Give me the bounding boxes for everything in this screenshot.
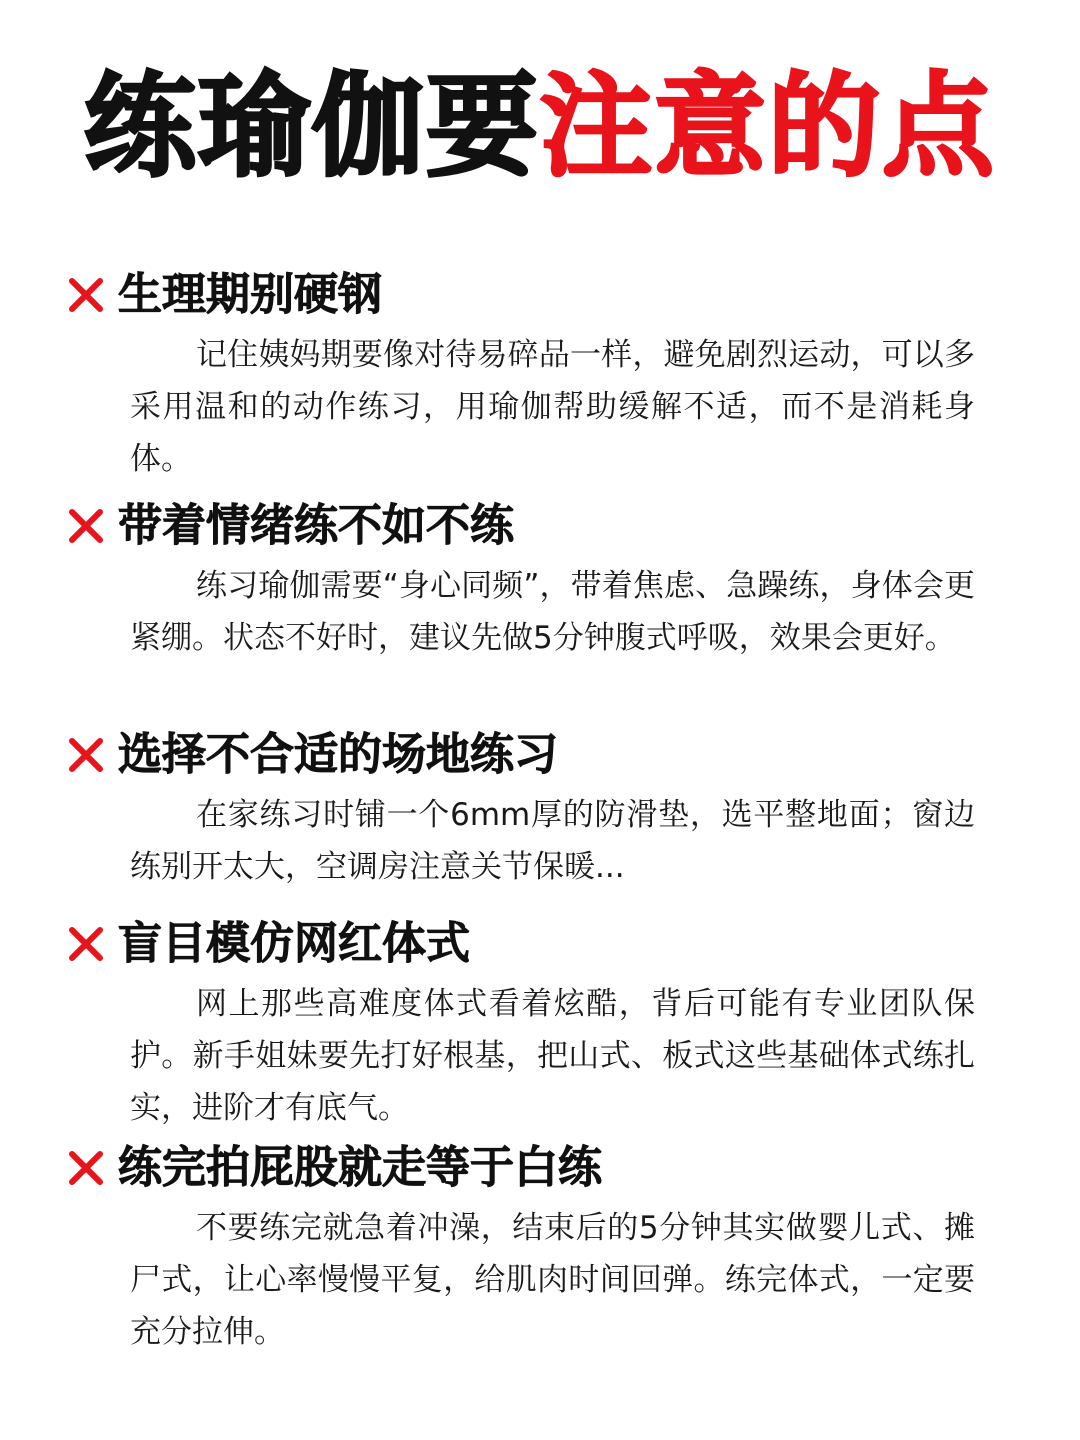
tip-heading-2 — [66, 496, 514, 556]
cross-mark-icon — [66, 924, 106, 964]
tip-body-1: 记住姨妈期要像对待易碎品一样，避免剧烈运动，可以多采用温和的动作练习，用瑜伽帮助缓解不适，而不是消耗身体。 — [130, 337, 975, 477]
tip-heading-4 — [66, 914, 470, 974]
cross-mark-icon — [66, 275, 106, 315]
cross-mark-icon — [66, 735, 106, 775]
tip-heading-text: 盲目模仿网红体式 — [118, 918, 470, 969]
title-part-black: 练瑜伽要 — [84, 62, 540, 192]
page-title — [0, 62, 1080, 192]
tip-body-5: 不要练完就急着冲澡，结束后的5分钟其实做婴儿式、摊尸式，让心率慢慢平复，给肌肉时间回弹。练完体式，一定要充分拉伸。 — [130, 1210, 975, 1350]
tip-heading-text: 练完拍屁股就走等于白练 — [118, 1142, 602, 1193]
tip-heading-1 — [66, 265, 382, 325]
tip-body-3: 在家练习时铺一个6mm厚的防滑垫，选平整地面；窗边练别开太大，空调房注意关节保暖... — [130, 797, 975, 885]
tip-heading-5 — [66, 1138, 602, 1198]
tip-heading-text: 生理期别硬钢 — [118, 269, 382, 320]
title-part-red: 注意的点 — [540, 62, 996, 192]
tip-heading-3 — [66, 725, 558, 785]
tip-heading-text: 选择不合适的场地练习 — [118, 729, 558, 780]
tip-heading-text: 带着情绪练不如不练 — [118, 500, 514, 551]
tip-body-2: 练习瑜伽需要“身心同频”，带着焦虑、急躁练，身体会更紧绷。状态不好时，建议先做5分钟腹式呼吸，效果会更好。 — [130, 568, 975, 656]
tip-body-4: 网上那些高难度体式看着炫酷，背后可能有专业团队保护。新手姐妹要先打好根基，把山式、板式这些基础体式练扎实，进阶才有底气。 — [130, 986, 975, 1126]
cross-mark-icon — [66, 506, 106, 546]
cross-mark-icon — [66, 1148, 106, 1188]
